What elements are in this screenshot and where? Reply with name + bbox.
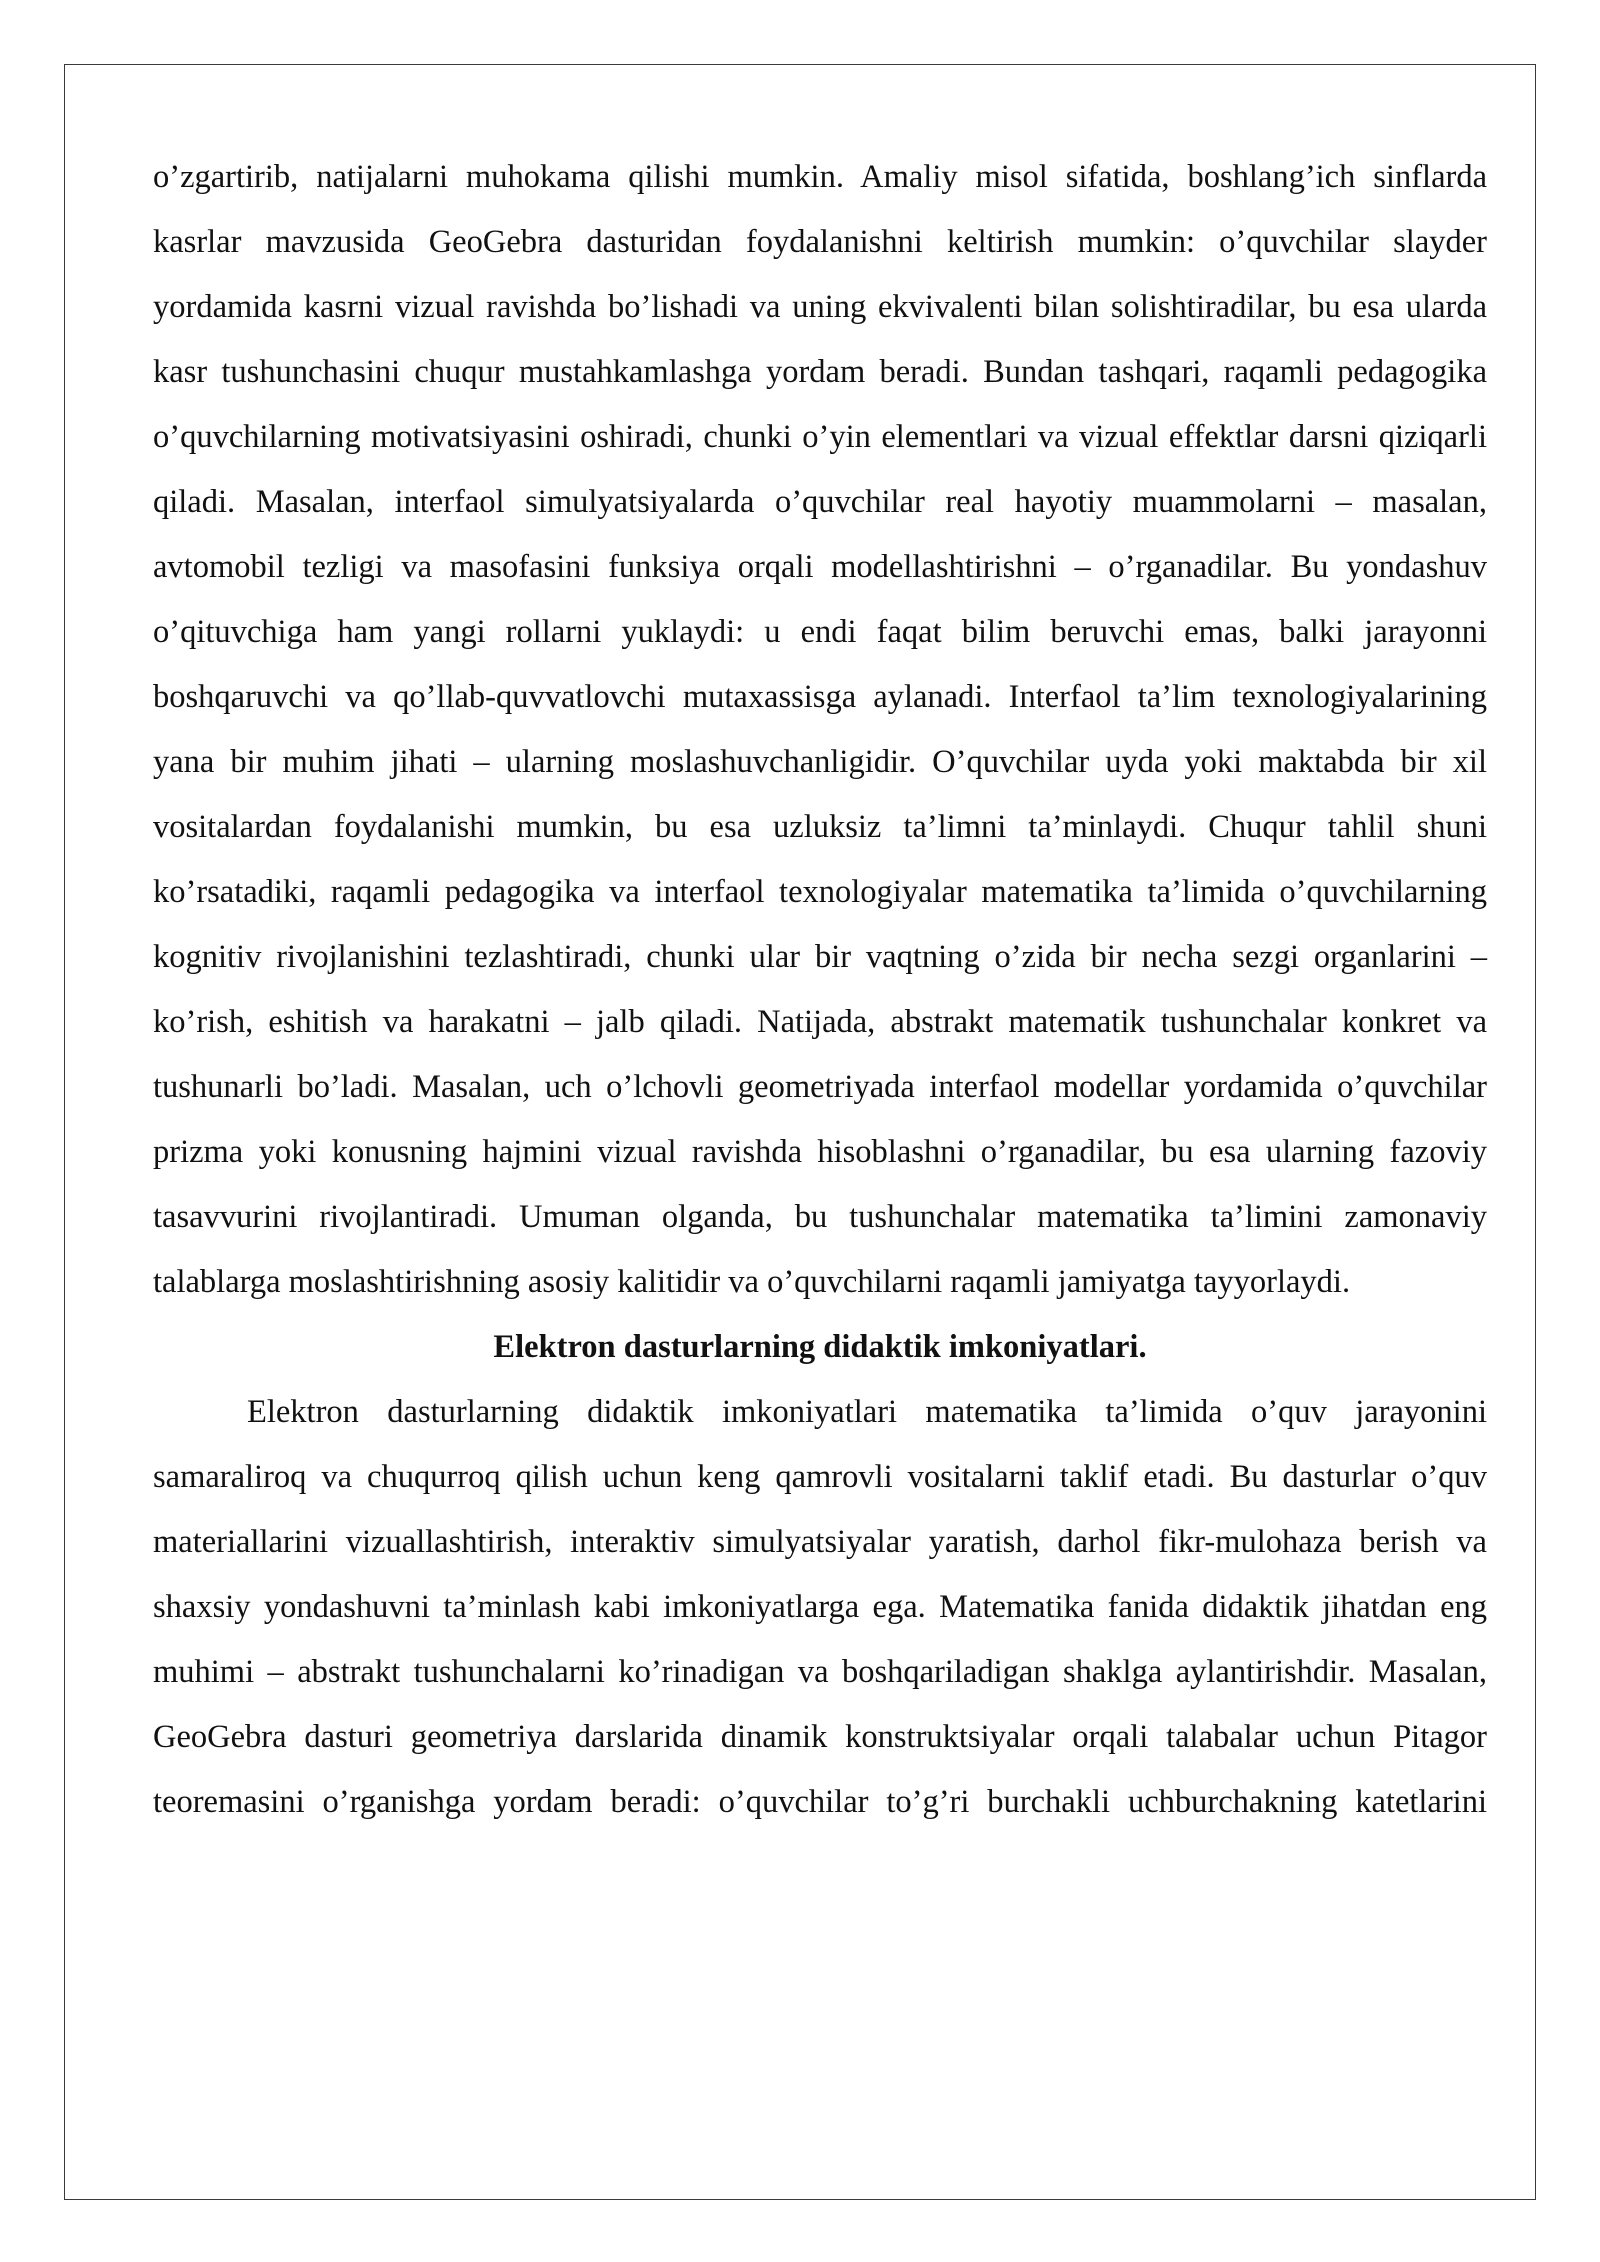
body-paragraph: Elektron dasturlarning didaktik imkoniyatlari matematika ta’limida o’quv jarayonini samaraliroq va chuqurroq qilish uchun keng qamrovli vositalarni taklif etadi. Bu dasturlar o’quv materiallarini vizuallashtirish, interaktiv simulyatsiyalar yaratish, darhol fikr-mulohaza berish va shaxsiy yondashuvni ta’minlash kabi imkoniyatlarga ega. Matematika fanida didaktik jihatdan eng muhimi – abstrakt tushunchalarni ko’rinadigan va boshqariladigan shaklga aylantirishdir. Masalan, GeoGebra dasturi geometriya darslarida dinamik konstruktsiyalar orqali talabalar uchun Pitagor teoremasini o’rganishga yordam beradi: o’quvchilar to’g’ri burchakli uchburchakning katetlarini	[153, 1394, 1487, 1820]
body-paragraph: o’zgartirib, natijalarni muhokama qilishi mumkin. Amaliy misol sifatida, boshlang’ich sinflarda kasrlar mavzusida GeoGebra dasturidan foydalanishni keltirish mumkin: o’quvchilar slayder yordamida kasrni vizual ravishda bo’lishadi va uning ekvivalenti bilan solishtiradilar, bu esa ularda kasr tushunchasini chuqur mustahkamlashga yordam beradi. Bundan tashqari, raqamli pedagogika o’quvchilarning motivatsiyasini oshiradi, chunki o’yin elementlari va vizual effektlar darsni qiziqarli qiladi. Masalan, interfaol simulyatsiyalarda o’quvchilar real hayotiy muammolarni – masalan, avtomobil tezligi va masofasini funksiya orqali modellashtirishni – o’rganadilar. Bu yondashuv o’qituvchiga ham yangi rollarni yuklaydi: u endi faqat bilim beruvchi emas, balki jarayonni boshqaruvchi va qo’llab-quvvatlovchi mutaxassisga aylanadi. Interfaol ta’lim texnologiyalarining yana bir muhim jihati – ularning moslashuvchanligidir. O’quvchilar uyda yoki maktabda bir xil vositalardan foydalanishi mumkin, bu esa uzluksiz ta’limni ta’minlaydi. Chuqur tahlil shuni ko’rsatadiki, raqamli pedagogika va interfaol texnologiyalar matematika ta’limida o’quvchilarning kognitiv rivojlanishini tezlashtiradi, chunki ular bir vaqtning o’zida bir necha sezgi organlarini – ko’rish, eshitish va harakatni – jalb qiladi. Natijada, abstrakt matematik tushunchalar konkret va tushunarli bo’ladi. Masalan, uch o’lchovli geometriyada interfaol modellar yordamida o’quvchilar prizma yoki konusning hajmini vizual ravishda hisoblashni o’rganadilar, bu esa ularning fazoviy tasavvurini rivojlantiradi. Umuman olganda, bu tushunchalar matematika ta’limini zamonaviy talablarga moslashtirishning asosiy kalitidir va o’quvchilarni raqamli jamiyatga tayyorlaydi.	[153, 159, 1487, 1300]
section-heading: Elektron dasturlarning didaktik imkoniyatlari.	[493, 1329, 1147, 1365]
document-body	[153, 145, 1487, 1835]
